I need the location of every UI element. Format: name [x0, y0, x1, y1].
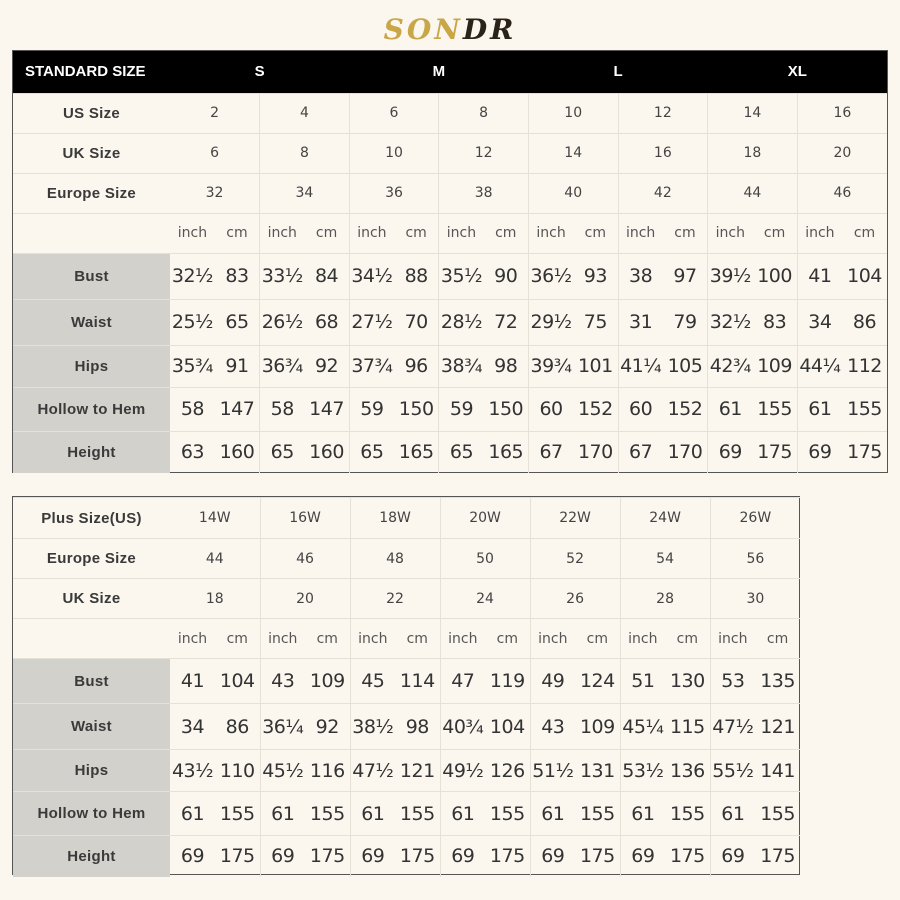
size-cell: 10: [528, 93, 618, 133]
size-cell: 6: [170, 133, 260, 173]
measure-cell: 67: [618, 431, 663, 473]
measure-cell: 58: [170, 387, 215, 431]
measure-cell: 60: [528, 387, 573, 431]
unit-cell: cm: [752, 213, 797, 253]
measure-cell: 61: [797, 387, 842, 431]
size-cell: 16W: [260, 498, 350, 539]
measure-cell: 83: [215, 253, 260, 299]
measure-cell: 39¾: [528, 345, 573, 387]
measure-cell: 152: [663, 387, 708, 431]
measure-cell: 75: [573, 299, 618, 345]
size-cell: 8: [439, 93, 529, 133]
measure-cell: 35¾: [170, 345, 215, 387]
size-cell: 26: [530, 579, 620, 619]
measure-cell: 92: [305, 704, 350, 750]
unit-cell: cm: [663, 213, 708, 253]
measure-cell: 65: [349, 431, 394, 473]
measure-cell: 45¼: [620, 704, 665, 750]
measure-cell: 91: [215, 345, 260, 387]
unit-cell: cm: [842, 213, 887, 253]
unit-cell: cm: [485, 619, 530, 659]
measure-cell: 175: [575, 836, 620, 877]
size-cell: 16: [618, 133, 708, 173]
standard-size-label: STANDARD SIZE: [13, 51, 170, 93]
measure-cell: 92: [304, 345, 349, 387]
measure-cell: 155: [755, 792, 800, 836]
measure-cell: 65: [260, 431, 305, 473]
unit-cell: cm: [665, 619, 710, 659]
measure-cell: 165: [484, 431, 529, 473]
measure-cell: 68: [304, 299, 349, 345]
measure-cell: 49½: [440, 750, 485, 792]
size-cell: 22: [350, 579, 440, 619]
size-cell: 36: [349, 173, 439, 213]
measure-cell: 160: [304, 431, 349, 473]
size-cell: 2: [170, 93, 260, 133]
size-cell: 18W: [350, 498, 440, 539]
measure-row-height: [13, 431, 887, 473]
plus-size-chart: [12, 496, 800, 875]
measure-cell: 147: [215, 387, 260, 431]
measure-cell: 119: [485, 659, 530, 704]
measure-cell: 69: [260, 836, 305, 877]
measure-cell: 27½: [349, 299, 394, 345]
measure-row-waist: [13, 704, 800, 750]
measure-cell: 175: [755, 836, 800, 877]
measure-cell: 43: [260, 659, 305, 704]
row-label: Height: [13, 431, 170, 473]
measure-cell: 61: [440, 792, 485, 836]
measure-cell: 98: [395, 704, 440, 750]
measure-cell: 72: [484, 299, 529, 345]
measure-cell: 112: [842, 345, 887, 387]
size-cell: 28: [620, 579, 710, 619]
measure-cell: 38½: [350, 704, 395, 750]
measure-cell: 105: [663, 345, 708, 387]
measure-cell: 25½: [170, 299, 215, 345]
unit-cell: cm: [304, 213, 349, 253]
measure-cell: 61: [530, 792, 575, 836]
measure-cell: 59: [349, 387, 394, 431]
size-cell: 42: [618, 173, 708, 213]
measure-cell: 37¾: [349, 345, 394, 387]
measure-cell: 135: [755, 659, 800, 704]
measure-cell: 36¾: [260, 345, 305, 387]
measure-cell: 155: [395, 792, 440, 836]
measure-cell: 61: [260, 792, 305, 836]
unit-cell: inch: [170, 619, 215, 659]
unit-cell: cm: [305, 619, 350, 659]
unit-row: [13, 213, 887, 253]
measure-cell: 69: [440, 836, 485, 877]
measure-cell: 69: [797, 431, 842, 473]
measure-cell: 41: [170, 659, 215, 704]
measure-cell: 69: [530, 836, 575, 877]
row-label: US Size: [13, 93, 170, 133]
standard-size-header-row: [13, 51, 887, 93]
measure-cell: 38: [618, 253, 663, 299]
brand-logo: SONDR: [383, 13, 517, 46]
measure-cell: 47½: [710, 704, 755, 750]
measure-cell: 65: [215, 299, 260, 345]
size-cell: 14W: [170, 498, 260, 539]
size-cell: 56: [710, 539, 800, 579]
unit-cell: inch: [260, 619, 305, 659]
measure-cell: 155: [752, 387, 797, 431]
unit-cell: cm: [215, 213, 260, 253]
row-label: Waist: [13, 704, 170, 750]
row-label: Waist: [13, 299, 170, 345]
size-group-s: S: [170, 51, 349, 93]
row-label: UK Size: [13, 579, 170, 619]
unit-cell: cm: [755, 619, 800, 659]
size-cell: 44: [170, 539, 260, 579]
measure-cell: 53½: [620, 750, 665, 792]
size-cell: 24W: [620, 498, 710, 539]
measure-cell: 165: [394, 431, 439, 473]
measure-cell: 55½: [710, 750, 755, 792]
measure-cell: 155: [665, 792, 710, 836]
size-cell: 4: [260, 93, 350, 133]
measure-cell: 26½: [260, 299, 305, 345]
size-cell: 46: [797, 173, 887, 213]
measure-cell: 45½: [260, 750, 305, 792]
measure-cell: 141: [755, 750, 800, 792]
measure-cell: 79: [663, 299, 708, 345]
unit-row-blank: [13, 213, 170, 253]
size-cell: 48: [350, 539, 440, 579]
size-cell: 20W: [440, 498, 530, 539]
measure-cell: 150: [484, 387, 529, 431]
unit-cell: inch: [260, 213, 305, 253]
measure-cell: 115: [665, 704, 710, 750]
size-cell: 32: [170, 173, 260, 213]
measure-cell: 45: [350, 659, 395, 704]
measure-cell: 130: [665, 659, 710, 704]
measure-cell: 49: [530, 659, 575, 704]
size-group-l: L: [528, 51, 707, 93]
size-cell: 18: [708, 133, 798, 173]
measure-cell: 121: [395, 750, 440, 792]
measure-cell: 101: [573, 345, 618, 387]
unit-cell: cm: [573, 213, 618, 253]
measure-cell: 175: [752, 431, 797, 473]
size-row-europe-size: [13, 539, 800, 579]
measure-cell: 84: [304, 253, 349, 299]
measure-cell: 53: [710, 659, 755, 704]
size-cell: 26W: [710, 498, 800, 539]
unit-row: [13, 619, 800, 659]
size-cell: 46: [260, 539, 350, 579]
measure-cell: 114: [395, 659, 440, 704]
measure-cell: 36½: [528, 253, 573, 299]
measure-cell: 39½: [708, 253, 753, 299]
measure-row-hips: [13, 750, 800, 792]
measure-cell: 90: [484, 253, 529, 299]
measure-cell: 61: [170, 792, 215, 836]
measure-cell: 86: [842, 299, 887, 345]
measure-cell: 35½: [439, 253, 484, 299]
measure-cell: 175: [665, 836, 710, 877]
measure-cell: 67: [528, 431, 573, 473]
measure-cell: 44¼: [797, 345, 842, 387]
measure-cell: 104: [842, 253, 887, 299]
unit-cell: inch: [710, 619, 755, 659]
measure-cell: 65: [439, 431, 484, 473]
row-label: Bust: [13, 253, 170, 299]
unit-cell: inch: [620, 619, 665, 659]
unit-cell: cm: [215, 619, 260, 659]
measure-cell: 61: [708, 387, 753, 431]
row-label: Height: [13, 836, 170, 877]
measure-cell: 170: [573, 431, 618, 473]
measure-cell: 147: [304, 387, 349, 431]
size-group-m: M: [349, 51, 528, 93]
measure-cell: 38¾: [439, 345, 484, 387]
measure-cell: 88: [394, 253, 439, 299]
measure-cell: 175: [842, 431, 887, 473]
unit-cell: inch: [349, 213, 394, 253]
measure-cell: 61: [620, 792, 665, 836]
row-label: Hips: [13, 750, 170, 792]
unit-cell: inch: [618, 213, 663, 253]
measure-cell: 150: [394, 387, 439, 431]
row-label: Hollow to Hem: [13, 387, 170, 431]
measure-cell: 110: [215, 750, 260, 792]
measure-cell: 32½: [170, 253, 215, 299]
row-label: Plus Size(US): [13, 498, 170, 539]
measure-cell: 126: [485, 750, 530, 792]
measure-cell: 170: [663, 431, 708, 473]
size-cell: 20: [797, 133, 887, 173]
size-cell: 12: [618, 93, 708, 133]
measure-cell: 109: [752, 345, 797, 387]
measure-cell: 124: [575, 659, 620, 704]
measure-cell: 69: [170, 836, 215, 877]
measure-cell: 61: [710, 792, 755, 836]
measure-cell: 100: [752, 253, 797, 299]
measure-cell: 51½: [530, 750, 575, 792]
measure-cell: 131: [575, 750, 620, 792]
size-row-plus-size-us: [13, 498, 800, 539]
size-cell: 20: [260, 579, 350, 619]
size-row-us-size: [13, 93, 887, 133]
unit-cell: inch: [440, 619, 485, 659]
unit-cell: inch: [439, 213, 484, 253]
measure-cell: 96: [394, 345, 439, 387]
row-label: Bust: [13, 659, 170, 704]
size-cell: 54: [620, 539, 710, 579]
measure-row-hips: [13, 345, 887, 387]
size-cell: 10: [349, 133, 439, 173]
measure-cell: 136: [665, 750, 710, 792]
measure-cell: 69: [620, 836, 665, 877]
measure-cell: 121: [755, 704, 800, 750]
measure-cell: 32½: [708, 299, 753, 345]
row-label: Europe Size: [13, 173, 170, 213]
unit-cell: cm: [395, 619, 440, 659]
measure-cell: 83: [752, 299, 797, 345]
size-cell: 24: [440, 579, 530, 619]
measure-cell: 43: [530, 704, 575, 750]
size-cell: 14: [528, 133, 618, 173]
measure-cell: 104: [215, 659, 260, 704]
measure-cell: 61: [350, 792, 395, 836]
measure-cell: 47½: [350, 750, 395, 792]
measure-cell: 36¼: [260, 704, 305, 750]
measure-cell: 40¾: [440, 704, 485, 750]
measure-row-hollow-to-hem: [13, 792, 800, 836]
measure-row-hollow-to-hem: [13, 387, 887, 431]
measure-cell: 58: [260, 387, 305, 431]
measure-cell: 34½: [349, 253, 394, 299]
row-label: Europe Size: [13, 539, 170, 579]
measure-cell: 160: [215, 431, 260, 473]
size-group-xl: XL: [708, 51, 887, 93]
unit-cell: cm: [484, 213, 529, 253]
size-cell: 30: [710, 579, 800, 619]
size-row-uk-size: [13, 579, 800, 619]
measure-cell: 109: [305, 659, 350, 704]
measure-cell: 155: [215, 792, 260, 836]
size-cell: 18: [170, 579, 260, 619]
measure-cell: 175: [215, 836, 260, 877]
unit-cell: inch: [170, 213, 215, 253]
size-cell: 38: [439, 173, 529, 213]
measure-cell: 69: [350, 836, 395, 877]
unit-cell: inch: [797, 213, 842, 253]
measure-cell: 51: [620, 659, 665, 704]
size-cell: 6: [349, 93, 439, 133]
measure-cell: 59: [439, 387, 484, 431]
row-label: Hips: [13, 345, 170, 387]
measure-cell: 109: [575, 704, 620, 750]
measure-cell: 41¼: [618, 345, 663, 387]
measure-cell: 155: [305, 792, 350, 836]
measure-cell: 47: [440, 659, 485, 704]
size-cell: 22W: [530, 498, 620, 539]
measure-cell: 29½: [528, 299, 573, 345]
measure-cell: 69: [708, 431, 753, 473]
unit-cell: cm: [575, 619, 620, 659]
unit-cell: inch: [528, 213, 573, 253]
size-cell: 8: [260, 133, 350, 173]
size-row-europe-size: [13, 173, 887, 213]
row-label: UK Size: [13, 133, 170, 173]
measure-cell: 175: [485, 836, 530, 877]
measure-row-bust: [13, 659, 800, 704]
measure-cell: 175: [395, 836, 440, 877]
measure-row-waist: [13, 299, 887, 345]
unit-cell: inch: [350, 619, 395, 659]
measure-cell: 31: [618, 299, 663, 345]
measure-cell: 60: [618, 387, 663, 431]
measure-cell: 155: [842, 387, 887, 431]
measure-cell: 28½: [439, 299, 484, 345]
measure-row-height: [13, 836, 800, 877]
measure-cell: 155: [575, 792, 620, 836]
measure-cell: 86: [215, 704, 260, 750]
unit-row-blank: [13, 619, 170, 659]
measure-cell: 98: [484, 345, 529, 387]
size-cell: 14: [708, 93, 798, 133]
measure-cell: 155: [485, 792, 530, 836]
size-cell: 40: [528, 173, 618, 213]
size-cell: 44: [708, 173, 798, 213]
measure-cell: 41: [797, 253, 842, 299]
size-cell: 12: [439, 133, 529, 173]
row-label: Hollow to Hem: [13, 792, 170, 836]
measure-row-bust: [13, 253, 887, 299]
measure-cell: 93: [573, 253, 618, 299]
unit-cell: cm: [394, 213, 439, 253]
measure-cell: 63: [170, 431, 215, 473]
measure-cell: 116: [305, 750, 350, 792]
measure-cell: 97: [663, 253, 708, 299]
size-cell: 34: [260, 173, 350, 213]
measure-cell: 33½: [260, 253, 305, 299]
measure-cell: 34: [170, 704, 215, 750]
measure-cell: 175: [305, 836, 350, 877]
measure-cell: 43½: [170, 750, 215, 792]
size-cell: 50: [440, 539, 530, 579]
measure-cell: 70: [394, 299, 439, 345]
unit-cell: inch: [708, 213, 753, 253]
measure-cell: 152: [573, 387, 618, 431]
size-row-uk-size: [13, 133, 887, 173]
measure-cell: 34: [797, 299, 842, 345]
unit-cell: inch: [530, 619, 575, 659]
size-cell: 52: [530, 539, 620, 579]
measure-cell: 69: [710, 836, 755, 877]
measure-cell: 104: [485, 704, 530, 750]
standard-size-chart: [12, 50, 888, 473]
size-cell: 16: [797, 93, 887, 133]
measure-cell: 42¾: [708, 345, 753, 387]
